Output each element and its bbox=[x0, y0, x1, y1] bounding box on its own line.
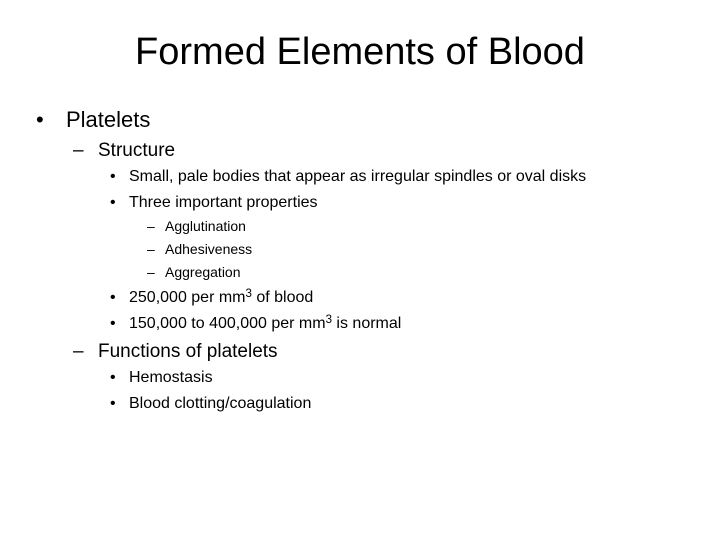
bullet-platelets: Platelets bbox=[66, 107, 151, 132]
dash-marker: – bbox=[147, 264, 155, 280]
slide-title: Formed Elements of Blood bbox=[135, 31, 585, 73]
count-text: 250,000 per mm bbox=[129, 289, 246, 306]
bullet-marker: • bbox=[110, 315, 116, 332]
function-item: Hemostasis bbox=[129, 369, 213, 386]
bullet-marker: • bbox=[110, 168, 116, 185]
superscript-exponent: 3 bbox=[325, 313, 332, 326]
count-text: is normal bbox=[331, 315, 402, 332]
dash-marker: – bbox=[147, 241, 155, 257]
property-item: Agglutination bbox=[165, 218, 246, 234]
property-item: Aggregation bbox=[165, 264, 241, 280]
structure-item: Small, pale bodies that appear as irregular spindles or oval disks bbox=[129, 168, 587, 185]
dash-marker: – bbox=[73, 140, 84, 161]
bullet-marker: • bbox=[110, 289, 116, 306]
superscript-exponent: 3 bbox=[245, 287, 252, 300]
platelet-range-item bbox=[129, 314, 401, 334]
property-item: Adhesiveness bbox=[165, 241, 253, 257]
count-text: of blood bbox=[251, 289, 314, 306]
dash-marker: – bbox=[147, 218, 155, 234]
bullet-marker: • bbox=[36, 107, 44, 132]
count-text: 150,000 to 400,000 per mm bbox=[129, 315, 326, 332]
platelet-count-item bbox=[129, 288, 313, 308]
subheading-functions: Functions of platelets bbox=[98, 341, 278, 362]
bullet-marker: • bbox=[110, 194, 116, 211]
bullet-marker: • bbox=[110, 369, 116, 386]
structure-item: Three important properties bbox=[129, 194, 318, 211]
bullet-marker: • bbox=[110, 395, 116, 412]
function-item: Blood clotting/coagulation bbox=[129, 395, 312, 412]
dash-marker: – bbox=[73, 341, 84, 362]
subheading-structure: Structure bbox=[98, 140, 176, 161]
